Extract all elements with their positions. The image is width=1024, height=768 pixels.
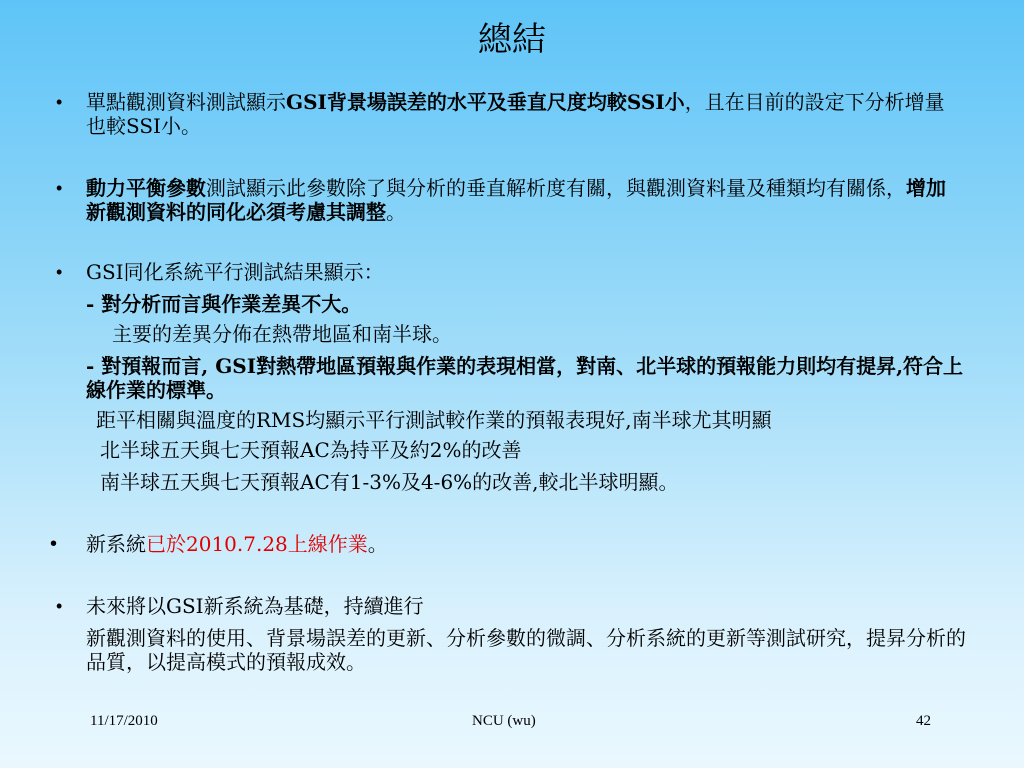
bullet-text-part: ，且在目前的設定下分析增量也較SSI小。 — [86, 90, 945, 138]
bullet-text: GSI同化系統平行測試結果顯示： — [86, 260, 384, 284]
bullet-text-part: 單點觀測資料測試顯示 — [86, 90, 286, 114]
footer-author: NCU (wu) — [472, 713, 536, 729]
bullet-text — [86, 90, 958, 138]
bullet-text-part: 。 — [367, 532, 388, 556]
future-work-detail: 新觀測資料的使用、背景場誤差的更新、分析參數的微調、分析系統的更新等測試研究，提昇分析的品質，以提高模式的預報成效。 — [86, 626, 966, 674]
bullet-dot: • — [56, 92, 63, 112]
bullet-dot: • — [56, 262, 63, 282]
bullet-text-highlight: 已於2010.7.28上線作業 — [146, 532, 368, 556]
bullet-text-emphasis: GSI背景場誤差的水平及垂直尺度均較SSI小 — [286, 90, 685, 114]
detail-north-ac: 北半球五天與七天預報AC為持平及約2%的改善 — [100, 438, 522, 462]
footer-date: 11/17/2010 — [90, 713, 158, 729]
slide-title: 總結 — [478, 20, 546, 60]
bullet-dot: • — [50, 533, 58, 555]
bullet-dot: • — [56, 178, 63, 198]
sub-point-forecast: - 對預報而言, GSI對熱帶地區預報與作業的表現相當，對南、北半球的預報能力則均有提昇,符合上線作業的標準。 — [86, 354, 964, 402]
bullet-text-part: 測試顯示此參數除了與分析的垂直解析度有關，與觀測資料量及種類均有關係， — [206, 176, 906, 200]
bullet-text — [86, 176, 958, 224]
detail-south-ac: 南半球五天與七天預報AC有1-3%及4-6%的改善,較北半球明顯。 — [100, 470, 679, 494]
sub-point-analysis: - 對分析而言與作業差異不大。 — [86, 292, 362, 316]
bullet-text-part: 。 — [386, 200, 406, 224]
bullet-text-part: 新系統 — [86, 532, 146, 556]
sub-point-analysis-detail: 主要的差異分佈在熱帶地區和南半球。 — [112, 322, 452, 346]
footer-page-number: 42 — [916, 713, 931, 729]
bullet-text: 未來將以GSI新系統為基礎，持續進行 — [86, 594, 424, 618]
bullet-text — [86, 532, 958, 556]
bullet-text-emphasis: 動力平衡參數 — [86, 176, 206, 200]
bullet-dot: • — [56, 596, 63, 616]
detail-rms: 距平相關與溫度的RMS均顯示平行測試較作業的預報表現好,南半球尤其明顯 — [96, 408, 772, 432]
bullet-text-emphasis: 增加新觀測資料的同化必須考慮其調整 — [86, 176, 946, 224]
